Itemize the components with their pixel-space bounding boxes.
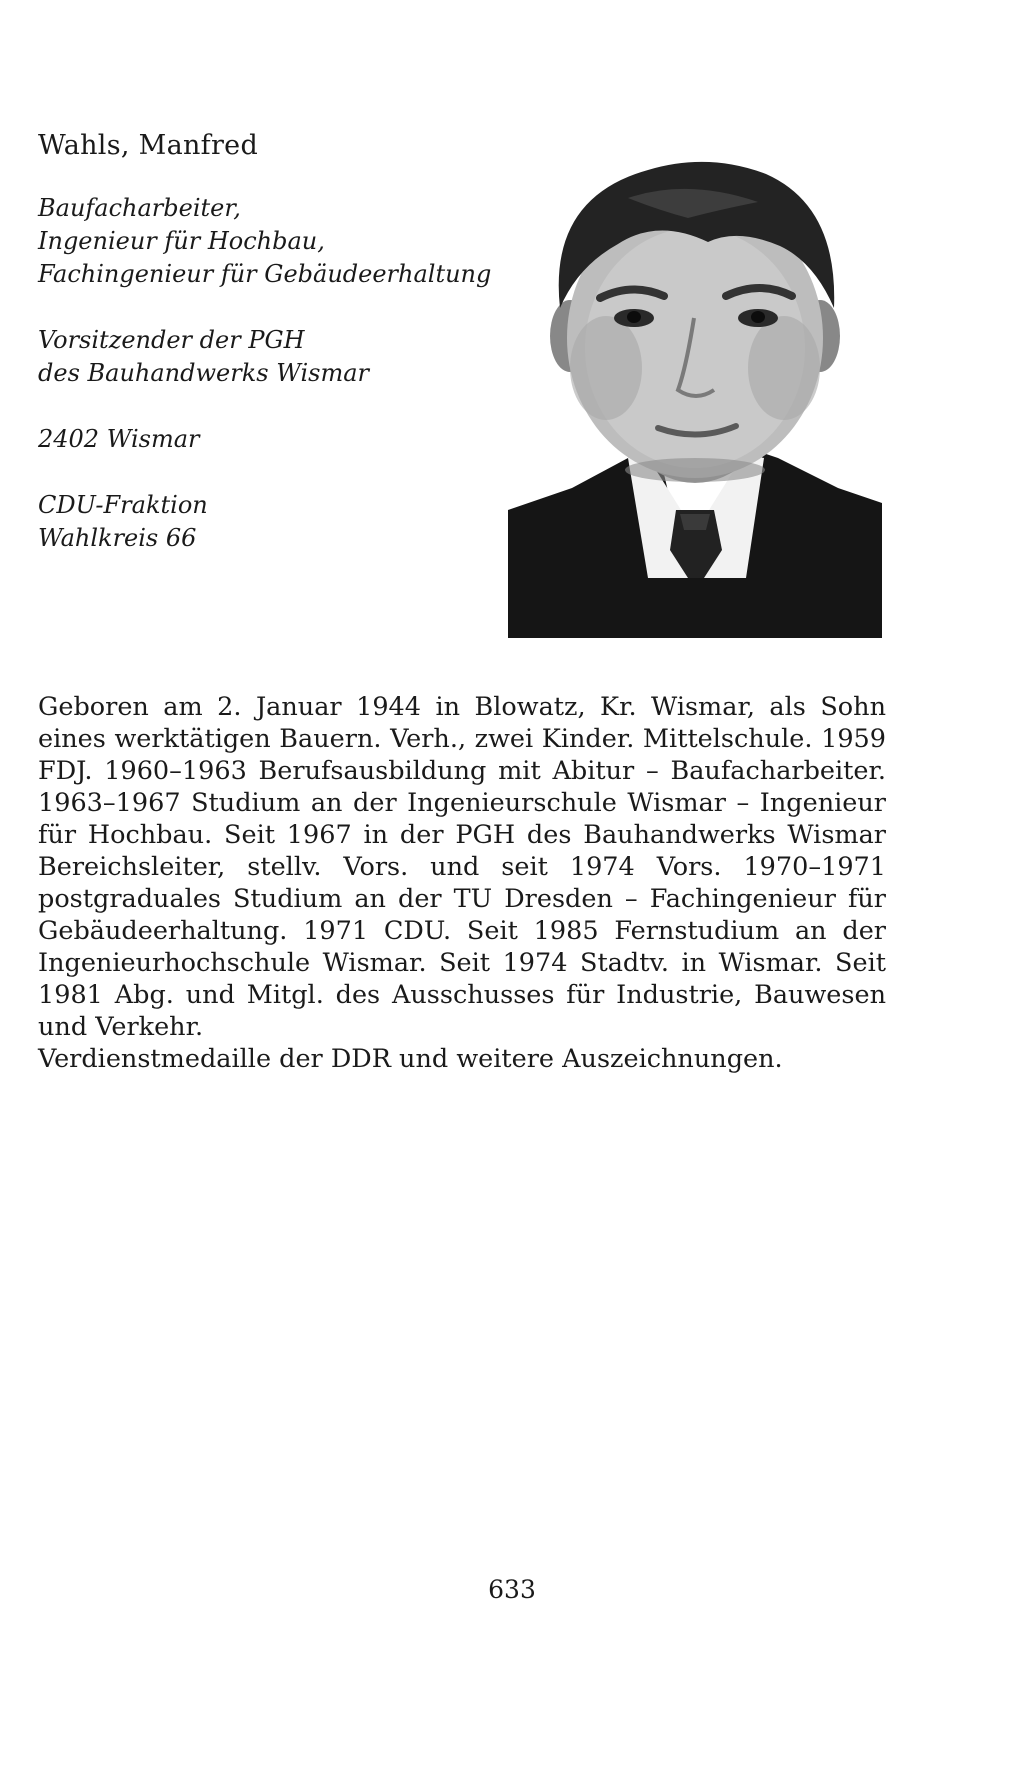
position-line: des Bauhandwerks Wismar xyxy=(38,359,369,387)
faction-line: CDU-Fraktion xyxy=(38,491,208,519)
constituency-line: Wahlkreis 66 xyxy=(38,524,197,552)
page-number: 633 xyxy=(488,1575,536,1604)
parliament-block xyxy=(38,489,478,555)
portrait-illustration xyxy=(508,158,882,638)
profession-line: Fachingenieur für Gebäudeerhaltung xyxy=(38,260,492,288)
location-line: 2402 Wismar xyxy=(38,425,200,453)
profession-line: Ingenieur für Hochbau, xyxy=(38,227,325,255)
biography-paragraph: Geboren am 2. Januar 1944 in Blowatz, Kr. Wismar, als Sohn eines werktätigen Bauern. Verh., zwei Kinder. Mittelschule. 1959 FDJ. 1960–1963 Berufsausbildung mit Abitur – Baufacharbeiter. 1963–1967 Studium an der Ingenieurschule Wismar – Ingenieur für Hochbau. Seit 1967 in der PGH des Bauhandwerks Wismar Bereichsleiter, stellv. Vors. und seit 1974 Vors. 1970–1971 postgraduales Studium an der TU Dresden – Fachingenieur für Gebäudeerhaltung. 1971 CDU. Seit 1985 Fernstudium an der Ingenieurhochschule Wismar. Seit 1974 Stadtv. in Wismar. Seit 1981 Abg. und Mitgl. des Ausschusses für Industrie, Bauwesen und Verkehr. xyxy=(38,692,886,1042)
entry-name: Wahls, Manfred xyxy=(38,130,259,161)
location-block xyxy=(38,423,478,456)
profession-line: Baufacharbeiter, xyxy=(38,194,241,222)
position-block xyxy=(38,324,478,390)
portrait-photo xyxy=(508,158,882,638)
honors-paragraph: Verdienstmedaille der DDR und weitere Auszeichnungen. xyxy=(38,1044,783,1074)
entry-details xyxy=(38,192,492,588)
professions-block xyxy=(38,192,492,291)
position-line: Vorsitzender der PGH xyxy=(38,326,305,354)
biography-text xyxy=(38,691,886,1075)
